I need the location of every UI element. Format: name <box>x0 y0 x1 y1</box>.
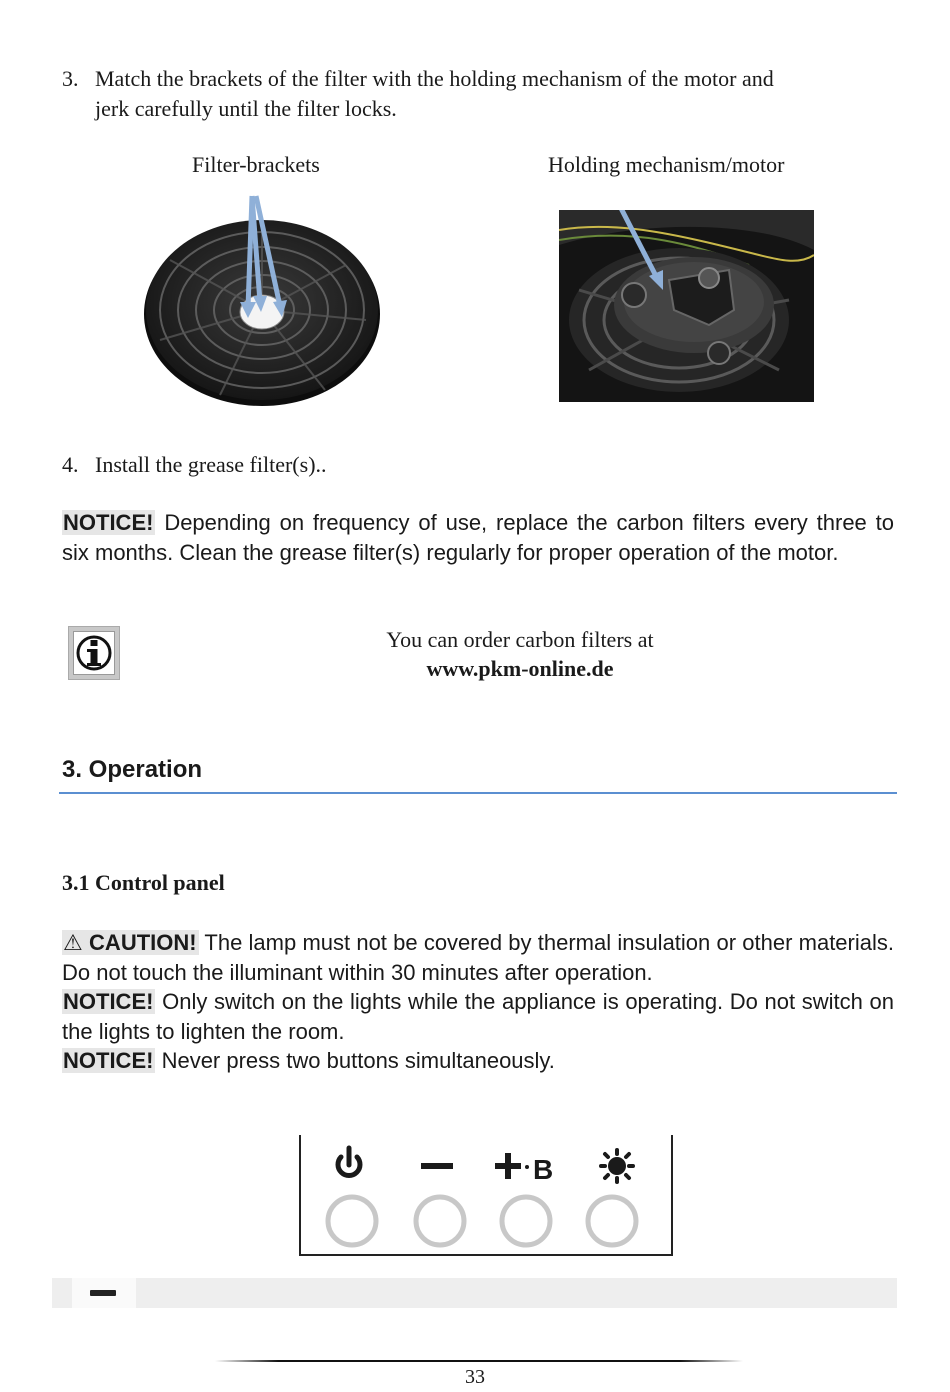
plus-boost-button[interactable] <box>502 1197 550 1245</box>
info-icon <box>68 626 120 680</box>
step-3 <box>62 64 896 124</box>
notice-label: NOTICE! <box>63 989 154 1014</box>
table-header-strip <box>52 1278 897 1308</box>
footer-rule <box>215 1360 743 1362</box>
notice-paragraph-lights <box>62 987 894 1046</box>
motor-holding-mechanism-image <box>559 210 814 402</box>
warning-triangle-icon: ⚠ <box>63 930 83 955</box>
power-icon <box>338 1148 360 1176</box>
section-divider <box>59 792 897 794</box>
light-icon <box>601 1150 633 1182</box>
subsection-heading: 3.1 Control panel <box>62 870 225 895</box>
step-4 <box>62 450 896 480</box>
power-button[interactable] <box>328 1197 376 1245</box>
minus-icon <box>421 1163 453 1169</box>
caution-block <box>62 928 894 1076</box>
caution-label: CAUTION! <box>89 930 197 955</box>
control-panel <box>299 1135 673 1256</box>
step-number: 4. <box>62 452 79 477</box>
section-heading: 3. Operation <box>62 756 203 783</box>
notice-label: NOTICE! <box>63 510 154 535</box>
step-text-line-1: Match the brackets of the filter with the holding mechanism of the motor and <box>95 66 774 91</box>
caution-text: The lamp must not be covered by thermal insulation or other materials. Do not touch the illuminant within 30 minutes after operation. <box>62 930 894 985</box>
notice-text: Never press two buttons simultaneously. <box>161 1048 555 1073</box>
step-number: 3. <box>62 66 79 91</box>
info-line: You can order carbon filters at <box>386 627 654 652</box>
boost-label: B <box>533 1154 554 1185</box>
notice-text: Only switch on the lights while the appliance is operating. Do not switch on the lights to lighten the room. <box>62 989 894 1044</box>
notice-text: Depending on frequency of use, replace the carbon filters every three to six months. Clean the grease filter(s) regularly for proper operation of the motor. <box>62 510 894 565</box>
info-text <box>210 625 830 683</box>
notice-label: NOTICE! <box>63 1048 154 1073</box>
notice-paragraph-buttons <box>62 1046 894 1076</box>
page-number: 33 <box>465 1366 485 1388</box>
filter-brackets-caption: Filter-brackets <box>192 152 320 177</box>
caution-paragraph <box>62 928 894 987</box>
holding-mechanism-caption: Holding mechanism/motor <box>548 152 785 177</box>
carbon-filter-image <box>140 190 385 415</box>
minus-button[interactable] <box>416 1197 464 1245</box>
plus-boost-icon <box>495 1153 553 1185</box>
caution-label-box <box>62 930 199 955</box>
step-text-line-2: jerk carefully until the filter locks. <box>95 96 397 121</box>
light-button[interactable] <box>588 1197 636 1245</box>
minus-icon <box>90 1290 116 1296</box>
info-url-link[interactable]: www.pkm-online.de <box>426 656 614 681</box>
notice-paragraph-carbon-filters <box>62 508 894 567</box>
step-text: Install the grease filter(s).. <box>95 452 327 477</box>
